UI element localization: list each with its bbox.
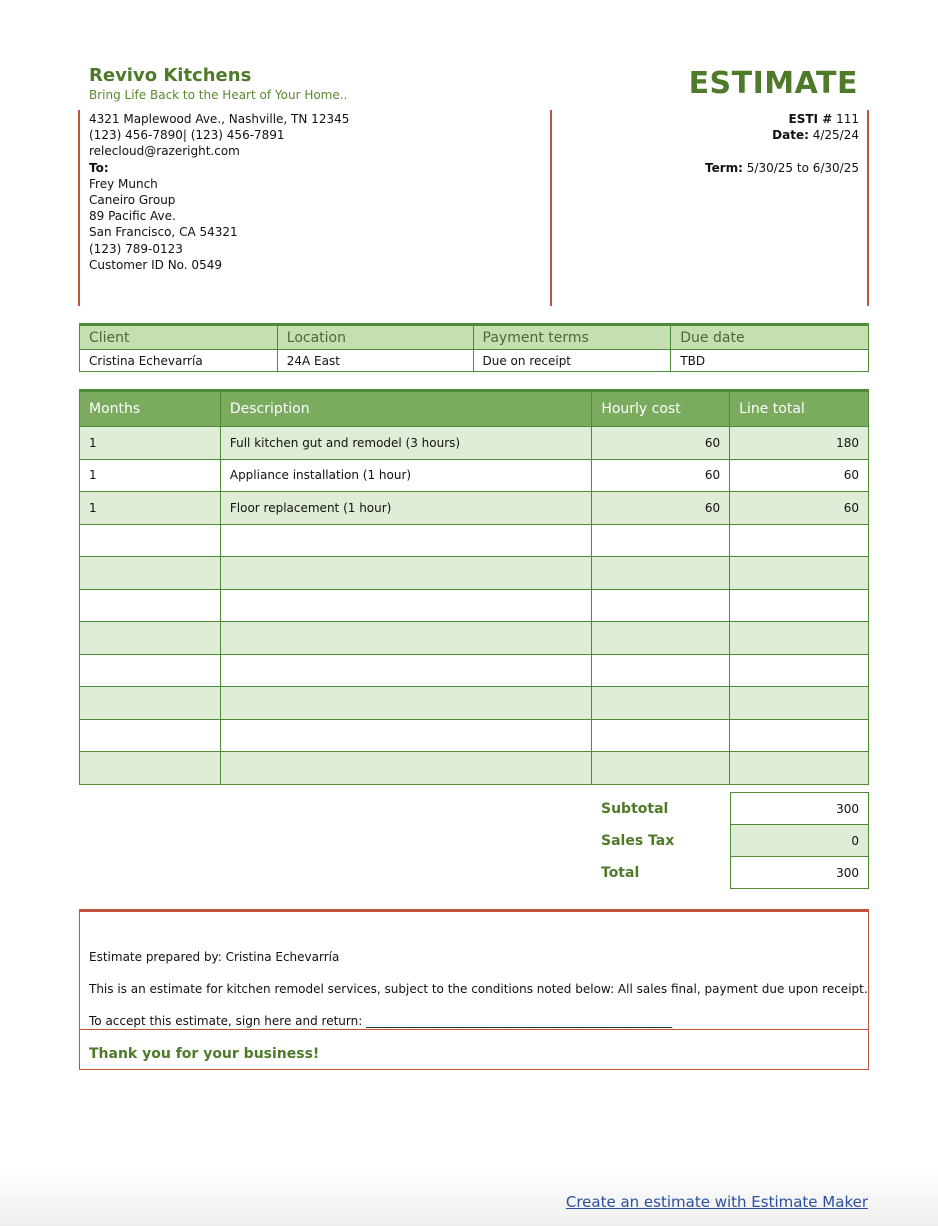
line-total-cell: [730, 524, 869, 557]
line-total-cell: [730, 557, 869, 590]
hourly-cost-cell: [592, 687, 730, 720]
location-value: 24A East: [277, 350, 473, 372]
company-email: relecloud@razeright.com: [89, 144, 240, 159]
hourly-cost-cell: [592, 557, 730, 590]
middle-divider: [550, 110, 552, 306]
line-total-cell: [730, 752, 869, 785]
totals-table: [592, 792, 869, 889]
signature-line: To accept this estimate, sign here and return: ___________________________________________________: [89, 1014, 673, 1028]
thank-you-message: Thank you for your business!: [89, 1046, 320, 1062]
line-total-cell: 60: [730, 459, 869, 492]
months-header: Months: [80, 391, 221, 427]
to-label: To:: [89, 160, 109, 175]
company-address: 4321 Maplewood Ave., Nashville, TN 12345: [89, 112, 350, 126]
description-cell: Appliance installation (1 hour): [220, 459, 591, 492]
subtotal-label: Subtotal: [601, 800, 669, 817]
date-label: Date:: [772, 128, 809, 143]
table-row: [80, 654, 869, 687]
hourly-cost-cell: 60: [592, 492, 730, 525]
payment-terms-value: Due on receipt: [473, 350, 671, 372]
recipient-phone: (123) 789-0123: [89, 241, 183, 256]
estimate-date: 4/25/24: [812, 128, 859, 143]
location-header: Location: [277, 325, 473, 350]
months-cell: [80, 752, 221, 785]
notes-box: [79, 909, 869, 1070]
due-date-header: Due date: [671, 325, 869, 350]
client-header: Client: [80, 325, 278, 350]
description-header: Description: [220, 391, 591, 427]
description-cell: Floor replacement (1 hour): [220, 492, 591, 525]
line-total-cell: [730, 654, 869, 687]
line-total-cell: [730, 687, 869, 720]
estimate-term: 5/30/25 to 6/30/25: [746, 160, 859, 175]
table-row: [80, 459, 869, 492]
months-cell: 1: [80, 459, 221, 492]
description-cell: [220, 752, 591, 785]
description-cell: [220, 719, 591, 752]
prepared-by: Estimate prepared by: Cristina Echevarría: [89, 950, 340, 964]
hourly-cost-cell: [592, 719, 730, 752]
hourly-cost-cell: [592, 752, 730, 785]
table-row: [80, 557, 869, 590]
conditions-text: This is an estimate for kitchen remodel services, subject to the conditions noted below: All sales final, payment due upon receipt.: [89, 982, 868, 996]
months-cell: [80, 719, 221, 752]
right-divider: [867, 110, 869, 306]
hourly-cost-cell: 60: [592, 427, 730, 460]
line-total-header: Line total: [730, 391, 869, 427]
client-table: [79, 323, 869, 372]
sales-tax-label: Sales Tax: [601, 832, 675, 849]
recipient-company: Caneiro Group: [89, 193, 176, 208]
months-cell: 1: [80, 427, 221, 460]
recipient-name: Frey Munch: [89, 176, 158, 191]
table-row: [80, 589, 869, 622]
estimate-number: 111: [836, 112, 859, 126]
estimate-maker-link[interactable]: Create an estimate with Estimate Maker: [565, 1193, 868, 1211]
table-row: [80, 622, 869, 655]
hourly-cost-cell: [592, 654, 730, 687]
months-cell: [80, 654, 221, 687]
estimate-number-label: ESTI #: [788, 112, 833, 126]
table-row: [80, 719, 869, 752]
description-cell: Full kitchen gut and remodel (3 hours): [220, 427, 591, 460]
sales-tax-value: 0: [731, 825, 869, 857]
left-divider: [78, 110, 80, 306]
customer-id: Customer ID No. 0549: [89, 257, 222, 272]
hourly-cost-cell: 60: [592, 459, 730, 492]
description-cell: [220, 589, 591, 622]
address-block: [89, 111, 349, 273]
items-table: [79, 389, 869, 785]
table-row: [80, 427, 869, 460]
line-total-cell: [730, 719, 869, 752]
hourly-cost-header: Hourly cost: [592, 391, 730, 427]
months-cell: [80, 622, 221, 655]
table-row: [80, 752, 869, 785]
subtotal-value: 300: [731, 793, 869, 825]
line-total-cell: [730, 589, 869, 622]
months-cell: [80, 687, 221, 720]
description-cell: [220, 687, 591, 720]
table-row: [80, 492, 869, 525]
notes-divider: [80, 1029, 868, 1030]
recipient-street: 89 Pacific Ave.: [89, 209, 176, 224]
line-total-cell: [730, 622, 869, 655]
months-cell: [80, 589, 221, 622]
table-row: [80, 524, 869, 557]
estimate-meta: [705, 111, 859, 176]
recipient-city: San Francisco, CA 54321: [89, 225, 238, 240]
total-value: 300: [731, 857, 869, 889]
payment-terms-header: Payment terms: [473, 325, 671, 350]
description-cell: [220, 557, 591, 590]
hourly-cost-cell: [592, 622, 730, 655]
company-phones: (123) 456-7890| (123) 456-7891: [89, 128, 285, 143]
total-label: Total: [601, 864, 640, 881]
term-label: Term:: [705, 160, 743, 175]
document-title: ESTIMATE: [688, 66, 858, 101]
description-cell: [220, 654, 591, 687]
description-cell: [220, 524, 591, 557]
line-total-cell: 60: [730, 492, 869, 525]
months-cell: [80, 524, 221, 557]
table-row: [80, 687, 869, 720]
client-value: Cristina Echevarría: [80, 350, 278, 372]
months-cell: 1: [80, 492, 221, 525]
line-total-cell: 180: [730, 427, 869, 460]
hourly-cost-cell: [592, 524, 730, 557]
hourly-cost-cell: [592, 589, 730, 622]
due-date-value: TBD: [671, 350, 869, 372]
description-cell: [220, 622, 591, 655]
months-cell: [80, 557, 221, 590]
company-name: Revivo Kitchens: [89, 65, 252, 86]
company-tagline: Bring Life Back to the Heart of Your Home..: [89, 88, 348, 102]
